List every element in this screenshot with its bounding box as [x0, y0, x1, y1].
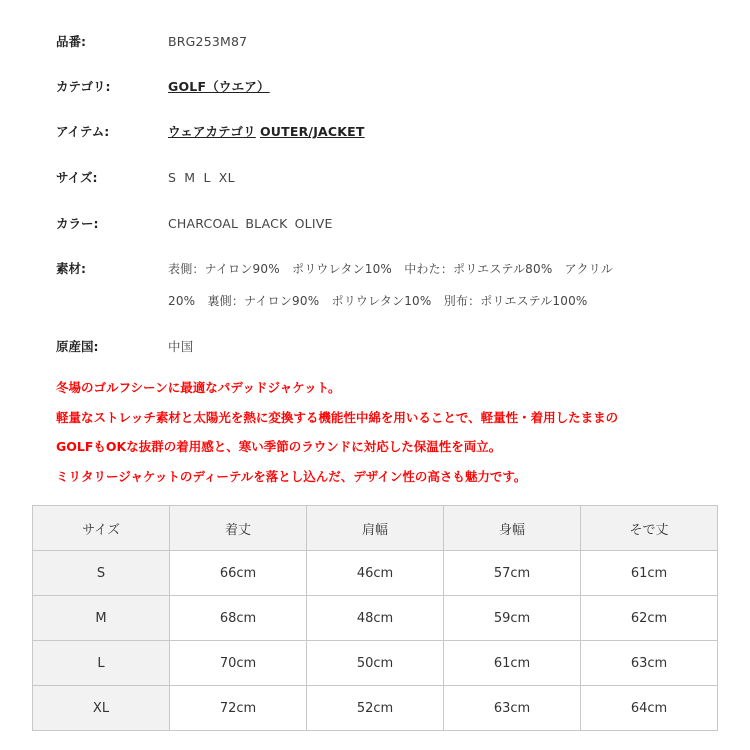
header-sleeve: そで丈	[581, 506, 718, 551]
material-line-2: 20% 裏側：ナイロン90% ポリウレタン10% 別布：ポリエステル100%	[168, 294, 588, 308]
origin-value: 中国	[168, 339, 194, 354]
spec-label: サイズ:	[56, 170, 98, 185]
table-cell: 68cm	[170, 596, 307, 641]
outer-jacket-link[interactable]: OUTER/JACKET	[259, 124, 365, 139]
table-cell: 59cm	[444, 596, 581, 641]
size-cell: S	[33, 551, 170, 596]
category-link[interactable]: GOLF（ウエア）	[168, 79, 270, 94]
size-cell: XL	[33, 686, 170, 731]
table-cell: 70cm	[170, 641, 307, 686]
header-length: 着丈	[170, 506, 307, 551]
table-cell: 61cm	[581, 551, 718, 596]
table-cell: 61cm	[444, 641, 581, 686]
header-shoulder: 肩幅	[307, 506, 444, 551]
table-row	[33, 641, 718, 686]
table-cell: 57cm	[444, 551, 581, 596]
table-cell: 63cm	[444, 686, 581, 731]
product-description	[56, 380, 618, 499]
material-line-1: 表側：ナイロン90% ポリウレタン10% 中わた：ポリエステル80% アクリル	[168, 262, 614, 276]
material-value	[168, 261, 613, 325]
table-cell: 66cm	[170, 551, 307, 596]
description-line: GOLFもOKな抜群の着用感と、寒い季節のラウンドに対応した保温性を両立。	[56, 439, 502, 455]
color-value: CHARCOAL BLACK OLIVE	[168, 216, 333, 231]
header-chest: 身幅	[444, 506, 581, 551]
table-cell: 62cm	[581, 596, 718, 641]
table-cell: 64cm	[581, 686, 718, 731]
description-line: ミリタリージャケットのディーテルを落とし込んだ、デザイン性の高さも魅力です。	[56, 469, 527, 485]
spec-label: アイテム:	[56, 124, 110, 139]
table-cell: 50cm	[307, 641, 444, 686]
header-size: サイズ	[33, 506, 170, 551]
spec-label: 品番:	[56, 34, 86, 49]
table-cell: 48cm	[307, 596, 444, 641]
size-cell: L	[33, 641, 170, 686]
product-number-value: BRG253M87	[168, 34, 248, 49]
table-cell: 72cm	[170, 686, 307, 731]
table-header-row	[33, 506, 718, 551]
size-chart-table	[32, 505, 718, 731]
description-line: 冬場のゴルフシーンに最適なパデッドジャケット。	[56, 380, 341, 395]
table-row	[33, 686, 718, 731]
table-cell: 46cm	[307, 551, 444, 596]
spec-label: 素材:	[56, 261, 86, 276]
size-cell: M	[33, 596, 170, 641]
wear-category-link[interactable]: ウェアカテゴリ	[168, 124, 256, 139]
table-row	[33, 551, 718, 596]
description-line: 軽量なストレッチ素材と太陽光を熱に変換する機能性中綿を用いることで、軽量性・着用したままの	[56, 409, 619, 425]
table-cell: 52cm	[307, 686, 444, 731]
table-cell: 63cm	[581, 641, 718, 686]
spec-label: 原産国:	[56, 339, 99, 354]
spec-label: カラー:	[56, 216, 99, 231]
size-value: S M L XL	[168, 170, 235, 185]
table-row	[33, 596, 718, 641]
spec-label: カテゴリ:	[56, 79, 111, 94]
